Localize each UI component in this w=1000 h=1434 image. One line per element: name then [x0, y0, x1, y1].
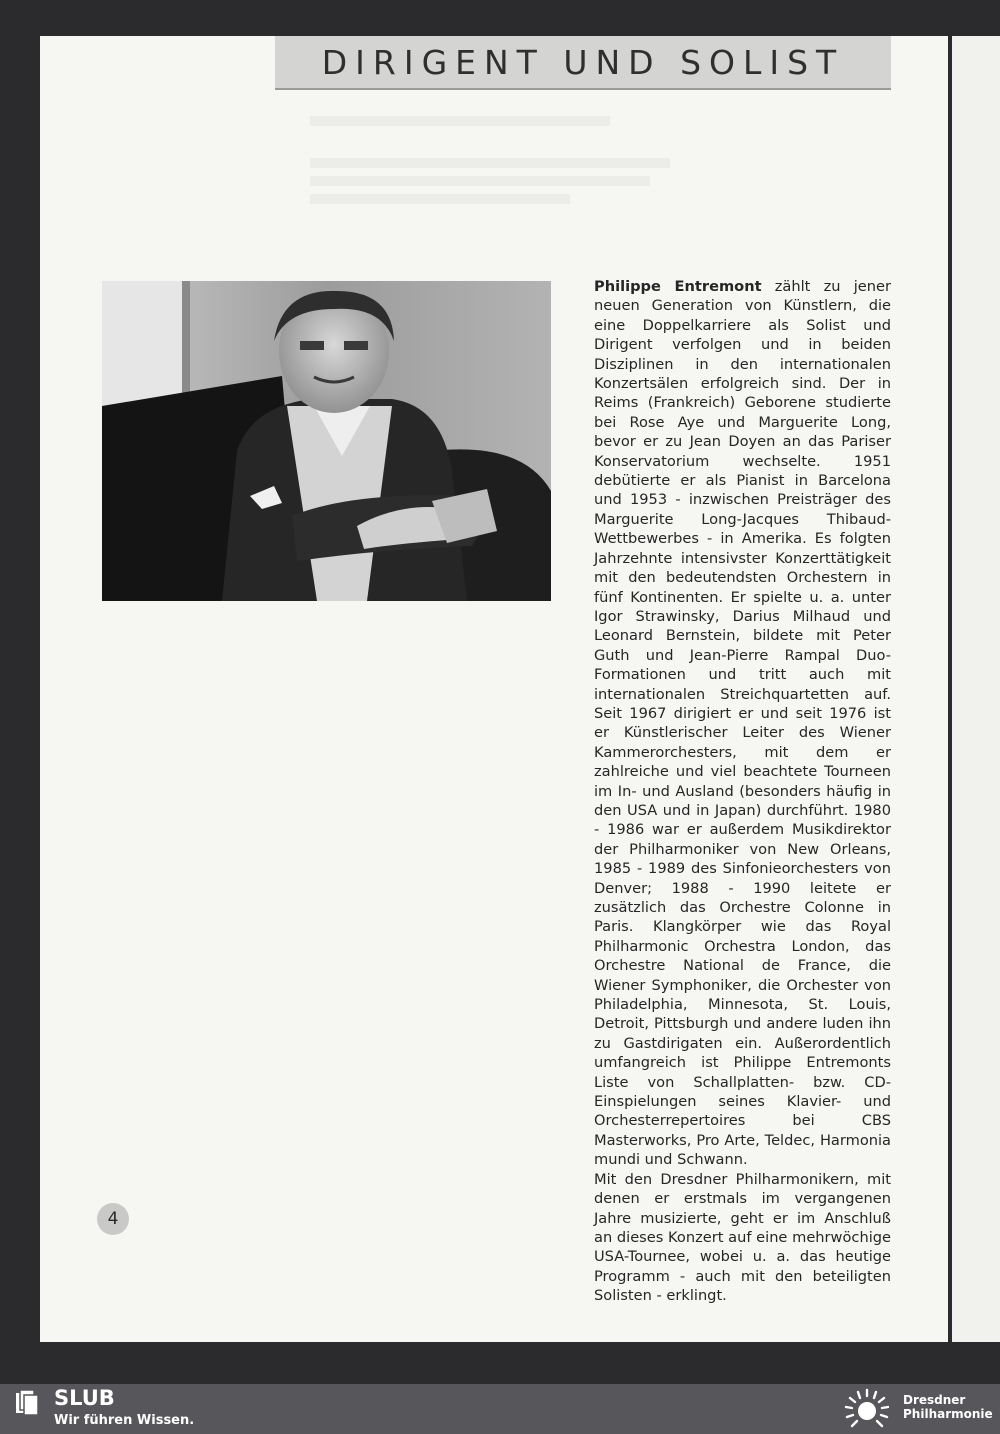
slub-book-icon — [14, 1389, 40, 1415]
page-title: DIRIGENT UND SOLIST — [321, 42, 845, 82]
dp-line-1: Dresdner — [903, 1393, 966, 1407]
artist-name: Philippe Entremont — [594, 278, 762, 295]
biography-paragraph-2: Mit den Dresdner Philharmonikern, mit denen er erstmals im vergangenen Jahre musizierte, geht er im Anschluß an dieses Konzert auf eine mehrwöchige USA-Tournee, wobei u. a. das heutige Programm - auch mit den beteiligten Solisten - erklingt. — [594, 1170, 891, 1305]
page-number: 4 — [107, 1209, 119, 1229]
biography-text — [594, 277, 891, 1306]
page-number-badge — [97, 1203, 129, 1235]
show-through-line — [310, 116, 610, 126]
portrait-photo — [102, 281, 551, 601]
section-title-bar — [275, 36, 891, 90]
show-through-line — [310, 194, 570, 204]
dresdner-philharmonie-logo-icon — [842, 1386, 892, 1432]
biography-paragraph — [594, 277, 891, 1170]
document-page — [40, 36, 948, 1342]
show-through-line — [310, 176, 650, 186]
dp-line-2: Philharmonie — [903, 1407, 993, 1421]
slub-tagline: Wir führen Wissen. — [54, 1413, 195, 1428]
slub-name: SLUB — [54, 1386, 115, 1410]
facing-page-edge — [952, 36, 1000, 1342]
dresdner-philharmonie-name — [903, 1393, 993, 1421]
portrait-photo-icon — [102, 281, 551, 601]
biography-paragraph-1: zählt zu jener neuen Generation von Künstlern, die eine Doppelkarriere als Solist und Dirigent verfolgen und in beiden Disziplinen in den internationalen Konzertsälen erfolgreich sind. Der in Reims (Frankreich) Geborene studierte bei Rose Aye und Marguerite Long, bevor er zu Jean Doyen an das Pariser Konservatorium wechselte. 1951 debütierte er als Pianist in Barcelona und 1953 - inzwischen Preisträger des Marguerite Long-Jacques Thibaud-Wettbewerbes - in Amerika. Es folgten Jahrzehnte intensivster Konzerttätigkeit mit den bedeutendsten Orchestern in fünf Kontinenten. Er spielte u. a. unter Igor Strawinsky, Darius Milhaud und Leonard Bernstein, bildete mit Peter Guth und Jean-Pierre Rampal Duo-Formationen und tritt auch mit internationalen Streichquartetten auf. Seit 1967 dirigiert er und seit 1976 ist er Künstlerischer Leiter des Wiener Kammerorchesters, mit dem er zahlreiche und viel beachtete Tourneen im In- und Ausland (besonders häufig in den USA und in Japan) durchführt. 1980 - 1986 war er außerdem Musikdirektor der Philharmoniker von New Orleans, 1985 - 1989 des Sinfonieorchesters von Denver; 1988 - 1990 leitete er zusätzlich das Orchestre Colonne in Paris. Klangkörper wie das Royal Philharmonic Orchestra London, das Orchestre National de France, die Wiener Symphoniker, die Orchester von Philadelphia, Minnesota, St. Louis, Detroit, Pittsburgh und andere luden ihn zu Gastdirigaten ein. Außerordentlich umfangreich ist Philippe Entremonts Liste von Schallplatten- bzw. CD-Einspielungen seines Klavier- und Orchesterrepertoires bei CBS Masterworks, Pro Arte, Teldec, Harmonia mundi und Schwann. — [594, 278, 891, 1169]
show-through-line — [310, 158, 670, 168]
